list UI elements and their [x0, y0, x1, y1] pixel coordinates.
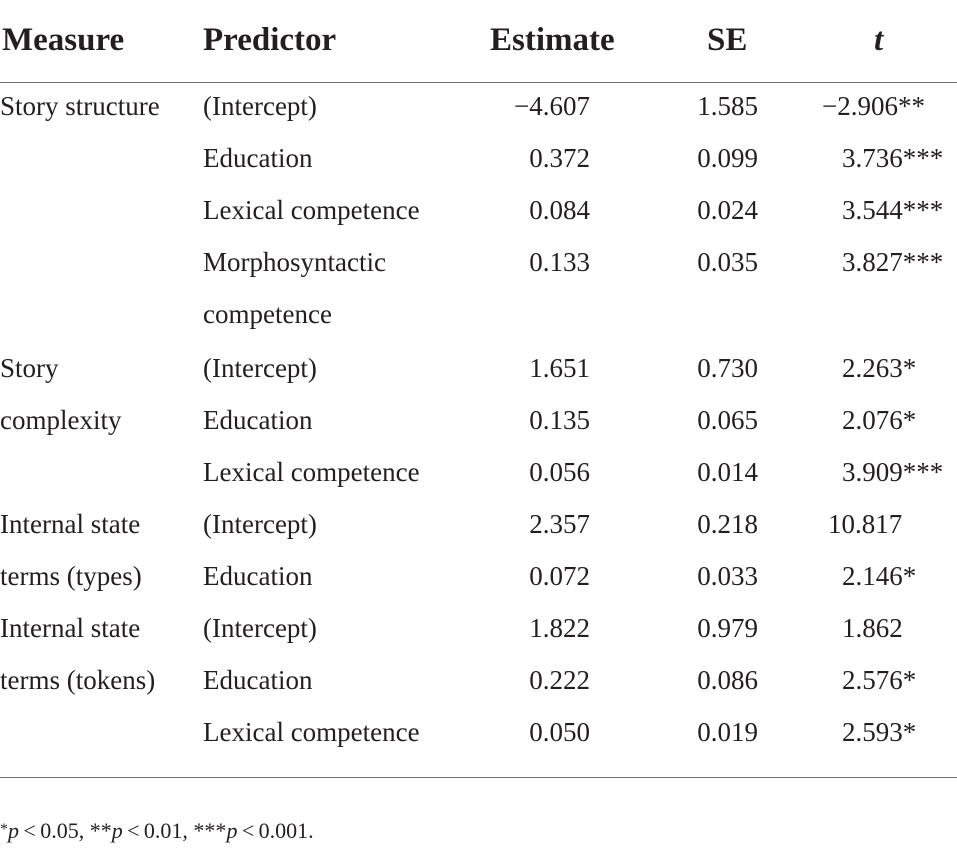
measure-label: Story — [0, 353, 59, 383]
t-cell: 2.576* — [842, 665, 917, 695]
se-cell: 0.099 — [697, 143, 758, 173]
t-cell: 3.736*** — [842, 143, 944, 173]
footnote-part: p — [226, 818, 238, 843]
t-cell: 2.593* — [842, 717, 917, 747]
predictor-cell: Education — [203, 665, 313, 695]
footnote-part: * — [0, 821, 8, 838]
estimate-cell: 0.050 — [529, 717, 590, 747]
predictor-cell-continuation: competence — [203, 299, 332, 329]
estimate-cell: 0.222 — [529, 665, 590, 695]
measure-label: terms (types) — [0, 561, 142, 591]
t-cell: 3.827*** — [842, 247, 944, 277]
se-cell: 0.218 — [697, 509, 758, 539]
t-cell: 3.909*** — [842, 457, 944, 487]
predictor-cell: Morphosyntactic — [203, 247, 386, 277]
predictor-cell: Education — [203, 143, 313, 173]
t-cell: 10.817 — [828, 509, 903, 539]
footnote-part: p — [111, 818, 123, 843]
t-cell: 2.146* — [842, 561, 917, 591]
header-se: SE — [707, 22, 748, 58]
se-cell: 0.979 — [697, 613, 758, 643]
estimate-cell: 0.072 — [529, 561, 590, 591]
footnote-part: p — [8, 818, 19, 843]
estimate-cell: 0.084 — [529, 195, 590, 225]
predictor-cell: (Intercept) — [203, 509, 317, 539]
predictor-cell: Education — [203, 561, 313, 591]
se-cell: 0.035 — [697, 247, 758, 277]
measure-label: Story structure — [0, 91, 160, 121]
t-cell: 3.544*** — [842, 195, 944, 225]
predictor-cell: (Intercept) — [203, 91, 317, 121]
header-t: t — [874, 22, 884, 58]
predictor-cell: Lexical competence — [203, 457, 420, 487]
footnote-part: < 0.001. — [237, 818, 314, 843]
bottom-rule — [0, 777, 957, 778]
footnote-part: < 0.01, *** — [122, 818, 227, 843]
measure-label: complexity — [0, 405, 122, 435]
t-cell: 1.862 — [842, 613, 903, 643]
footnote-part: < 0.05, ** — [19, 818, 112, 843]
estimate-cell: 0.135 — [529, 405, 590, 435]
se-cell: 0.086 — [697, 665, 758, 695]
t-cell: 2.263* — [842, 353, 917, 383]
se-cell: 0.730 — [697, 353, 758, 383]
predictor-cell: (Intercept) — [203, 353, 317, 383]
header-estimate: Estimate — [490, 22, 615, 58]
estimate-cell: 2.357 — [529, 509, 590, 539]
se-cell: 0.014 — [697, 457, 758, 487]
predictor-cell: Education — [203, 405, 313, 435]
se-cell: 0.024 — [697, 195, 758, 225]
se-cell: 0.065 — [697, 405, 758, 435]
estimate-cell: 0.133 — [529, 247, 590, 277]
header-predictor: Predictor — [203, 22, 337, 58]
measure-label: Internal state — [0, 613, 141, 643]
estimate-cell: 0.056 — [529, 457, 590, 487]
se-cell: 0.033 — [697, 561, 758, 591]
predictor-cell: (Intercept) — [203, 613, 317, 643]
footnote — [0, 815, 314, 846]
header-rule — [0, 82, 957, 83]
predictor-cell: Lexical competence — [203, 717, 420, 747]
se-cell: 0.019 — [697, 717, 758, 747]
predictor-cell: Lexical competence — [203, 195, 420, 225]
header-measure: Measure — [2, 22, 125, 58]
t-cell: −2.906** — [822, 91, 925, 121]
t-cell: 2.076* — [842, 405, 917, 435]
estimate-cell: 1.651 — [529, 353, 590, 383]
measure-label: terms (tokens) — [0, 665, 156, 695]
estimate-cell: −4.607 — [514, 91, 590, 121]
estimate-cell: 0.372 — [529, 143, 590, 173]
measure-label: Internal state — [0, 509, 141, 539]
se-cell: 1.585 — [697, 91, 758, 121]
estimate-cell: 1.822 — [529, 613, 590, 643]
